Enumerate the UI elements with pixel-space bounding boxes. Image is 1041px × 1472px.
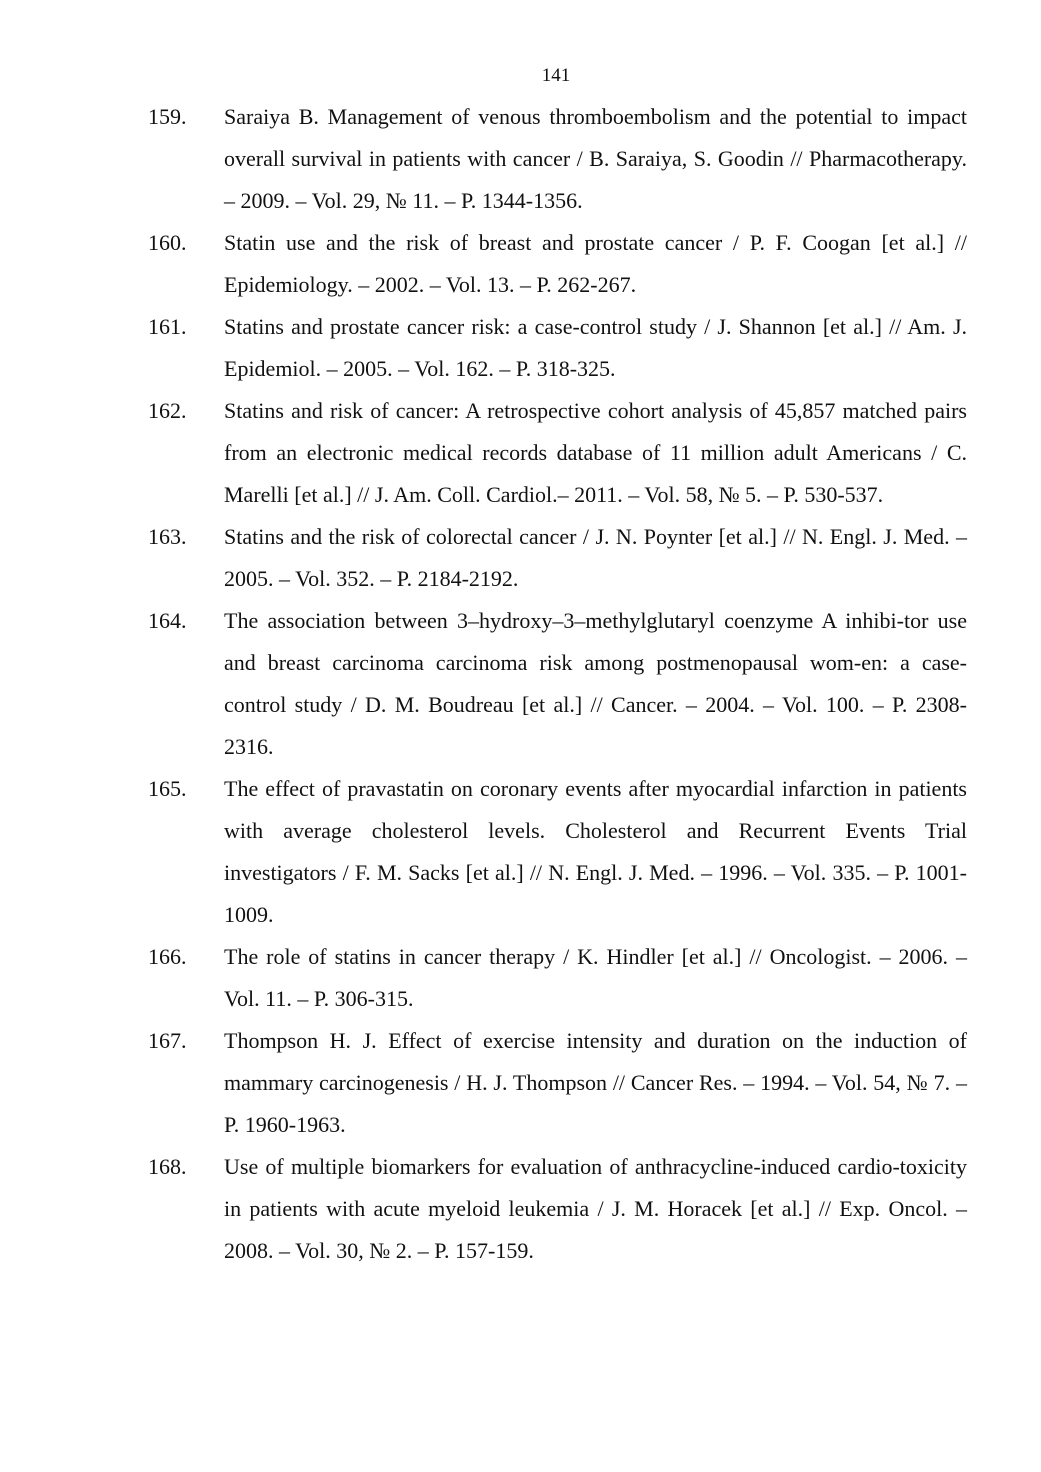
reference-item bbox=[0, 390, 1041, 516]
reference-item bbox=[0, 96, 1041, 222]
reference-number: 160. bbox=[148, 230, 187, 255]
reference-item bbox=[0, 936, 1041, 1020]
reference-text: The role of statins in cancer therapy / K. Hindler [et al.] // Oncologist. – 2006. – Vol. 11. – P. 306-315. bbox=[224, 944, 967, 1011]
reference-item bbox=[0, 1020, 1041, 1146]
reference-number: 159. bbox=[148, 104, 187, 129]
reference-item bbox=[0, 768, 1041, 936]
reference-number: 163. bbox=[148, 524, 187, 549]
reference-number: 165. bbox=[148, 776, 187, 801]
reference-text: Statin use and the risk of breast and prostate cancer / P. F. Coogan [et al.] // Epidemiology. – 2002. – Vol. 13. – P. 262-267. bbox=[224, 230, 967, 297]
reference-text: Statins and the risk of colorectal cancer / J. N. Poynter [et al.] // N. Engl. J. Med. – 2005. – Vol. 352. – P. 2184-2192. bbox=[224, 524, 967, 591]
reference-number: 161. bbox=[148, 314, 187, 339]
reference-text: Statins and prostate cancer risk: a case-control study / J. Shannon [et al.] // Am. J. Epidemiol. – 2005. – Vol. 162. – P. 318-325. bbox=[224, 314, 967, 381]
reference-number: 166. bbox=[148, 944, 187, 969]
reference-item bbox=[0, 222, 1041, 306]
reference-number: 162. bbox=[148, 398, 187, 423]
reference-text: The association between 3–hydroxy–3–methylglutaryl coenzyme A inhibi-tor use and breast carcinoma carcinoma risk among postmenopausal wom-en: a case-control study / D. M. Boudreau [et al.] // Cancer. – 2004. – Vol. 100. – P. 2308-2316. bbox=[224, 608, 967, 759]
reference-text: Statins and risk of cancer: A retrospective cohort analysis of 45,857 matched pairs from an electronic medical records database of 11 million adult Americans / C. Marelli [et al.] // J. Am. Coll. Cardiol.– 2011. – Vol. 58, № 5. – P. 530-537. bbox=[224, 398, 967, 507]
reference-text: Saraiya B. Management of venous thromboembolism and the potential to impact overall survival in patients with cancer / B. Saraiya, S. Goodin // Pharmacotherapy. – 2009. – Vol. 29, № 11. – P. 1344-1356. bbox=[224, 104, 967, 213]
reference-number: 167. bbox=[148, 1028, 187, 1053]
reference-text: Use of multiple biomarkers for evaluation of anthracycline-induced cardio-toxicity in patients with acute myeloid leukemia / J. M. Horacek [et al.] // Exp. Oncol. – 2008. – Vol. 30, № 2. – P. 157-159. bbox=[224, 1154, 967, 1263]
reference-text: Thompson H. J. Effect of exercise intensity and duration on the induction of mammary carcinogenesis / H. J. Thompson // Cancer Res. – 1994. – Vol. 54, № 7. – P. 1960-1963. bbox=[224, 1028, 967, 1137]
reference-text: The effect of pravastatin on coronary events after myocardial infarction in patients with average cholesterol levels. Cholesterol and Recurrent Events Trial investigators / F. M. Sacks [et al.] // N. Engl. J. Med. – 1996. – Vol. 335. – P. 1001-1009. bbox=[224, 776, 967, 927]
reference-number: 168. bbox=[148, 1154, 187, 1179]
reference-item bbox=[0, 306, 1041, 390]
reference-item bbox=[0, 516, 1041, 600]
reference-item bbox=[0, 1146, 1041, 1272]
reference-item bbox=[0, 600, 1041, 768]
page-number: 141 bbox=[541, 65, 571, 86]
reference-list bbox=[0, 96, 1041, 1272]
reference-number: 164. bbox=[148, 608, 187, 633]
